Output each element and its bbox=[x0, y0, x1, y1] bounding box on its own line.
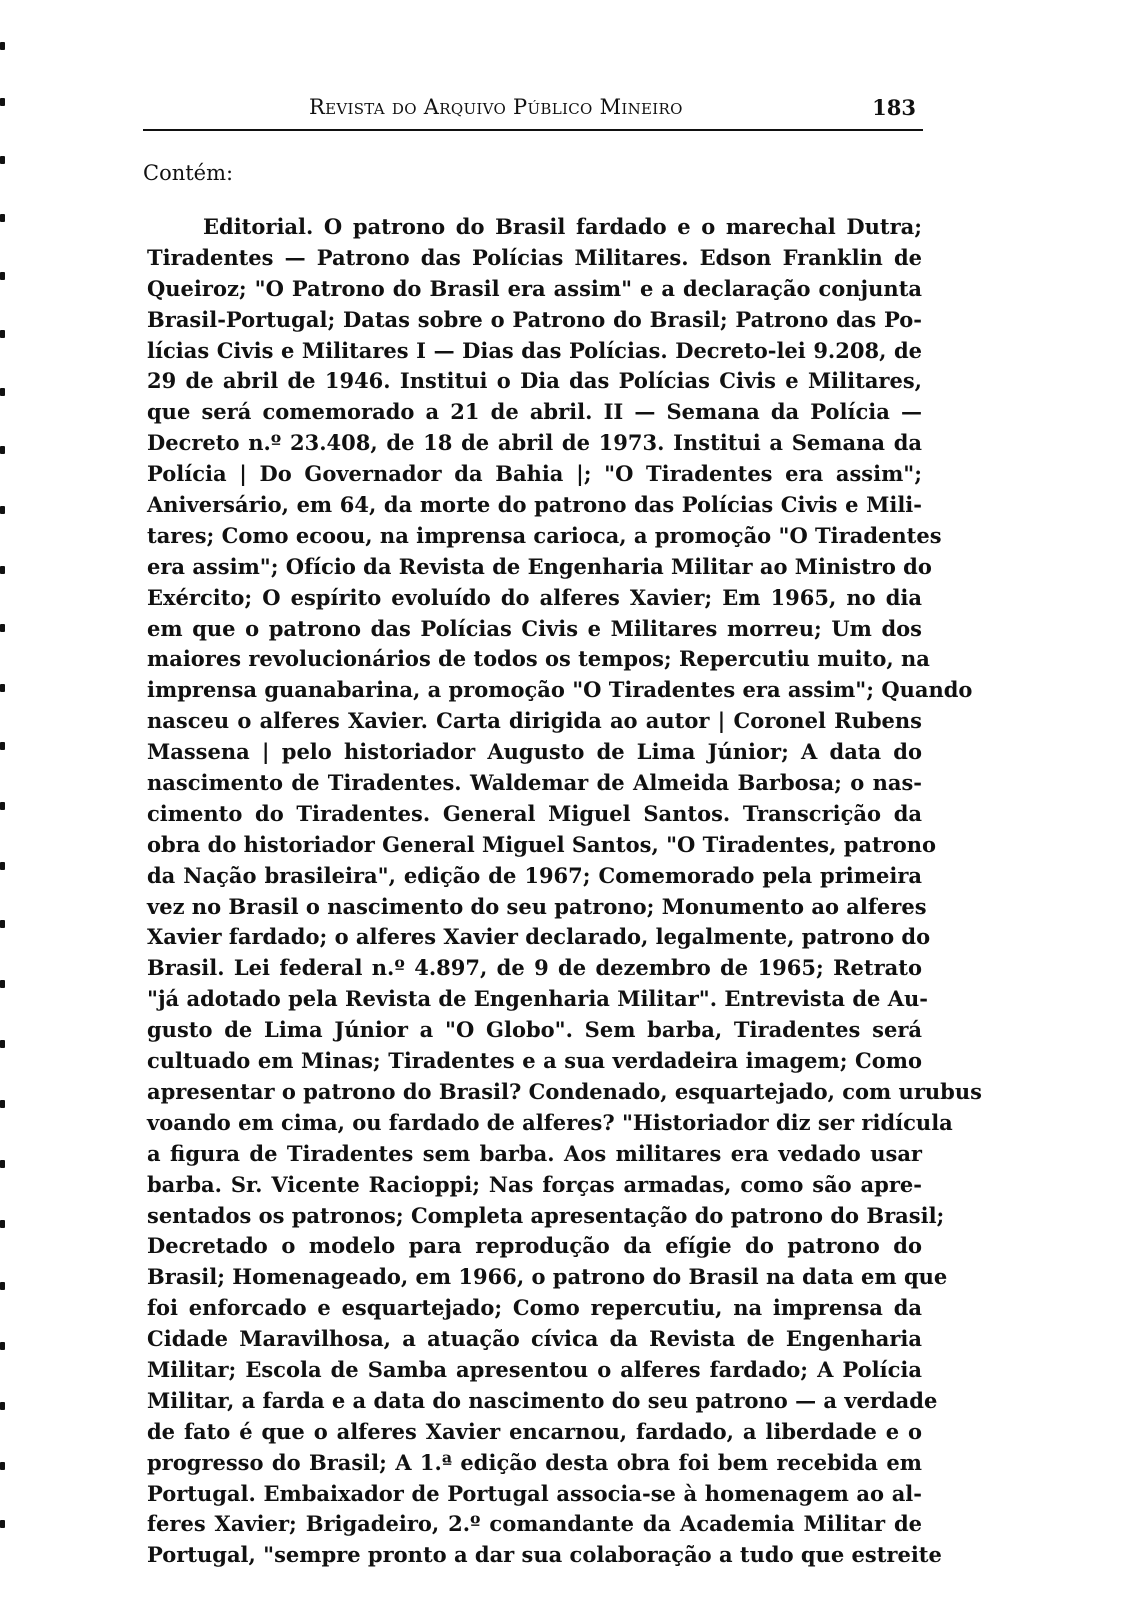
binding-mark bbox=[0, 566, 5, 574]
text-line: Portugal. Embaixador de Portugal associa-se à homenagem ao al- bbox=[147, 1480, 922, 1506]
binding-mark bbox=[0, 330, 5, 338]
text-line: tares; Como ecoou, na imprensa carioca, a promoção "O Tiradentes bbox=[147, 522, 942, 548]
text-line: obra do historiador General Miguel Santos, "O Tiradentes, patrono bbox=[147, 831, 937, 857]
page-number: 183 bbox=[872, 95, 916, 120]
binding-mark bbox=[0, 980, 5, 988]
binding-mark bbox=[0, 1040, 5, 1048]
binding-mark bbox=[0, 624, 5, 632]
binding-mark bbox=[0, 1462, 5, 1470]
text-line: Brasil. Lei federal n.º 4.897, de 9 de dezembro de 1965; Retrato bbox=[147, 955, 922, 981]
text-line: em que o patrono das Polícias Civis e Militares morreu; Um dos bbox=[147, 615, 922, 641]
binding-mark bbox=[0, 1520, 5, 1528]
binding-mark bbox=[0, 1100, 5, 1108]
text-line: voando em cima, ou fardado de alferes? "Historiador diz ser ridícula bbox=[147, 1109, 953, 1135]
text-line: gusto de Lima Júnior a "O Globo". Sem barba, Tiradentes será bbox=[147, 1017, 922, 1043]
text-line: Queiroz; "O Patrono do Brasil era assim" e a declaração conjunta bbox=[147, 275, 922, 301]
text-line: imprensa guanabarina, a promoção "O Tiradentes era assim"; Quando bbox=[147, 677, 973, 703]
binding-mark bbox=[0, 684, 5, 692]
contents-paragraph bbox=[147, 212, 982, 1571]
binding-mark bbox=[0, 742, 5, 750]
text-line: Polícia | Do Governador da Bahia |; "O Tiradentes era assim"; bbox=[147, 461, 922, 487]
binding-mark bbox=[0, 1220, 5, 1228]
text-line: Xavier fardado; o alferes Xavier declarado, legalmente, patrono do bbox=[147, 924, 931, 950]
binding-mark bbox=[0, 920, 5, 928]
binding-mark bbox=[0, 1402, 5, 1410]
text-line: lícias Civis e Militares I — Dias das Polícias. Decreto-lei 9.208, de bbox=[147, 337, 922, 363]
text-line: apresentar o patrono do Brasil? Condenado, esquartejado, com urubus bbox=[147, 1078, 982, 1104]
text-line: Aniversário, em 64, da morte do patrono das Polícias Civis e Mili- bbox=[147, 492, 922, 518]
binding-mark bbox=[0, 1160, 5, 1168]
text-line: "já adotado pela Revista de Engenharia Militar". Entrevista de Au- bbox=[147, 986, 928, 1012]
text-line: Decreto n.º 23.408, de 18 de abril de 1973. Institui a Semana da bbox=[147, 430, 922, 456]
text-line: da Nação brasileira", edição de 1967; Comemorado pela primeira bbox=[147, 862, 922, 888]
text-line: Editorial. O patrono do Brasil fardado e o marechal Dutra; bbox=[203, 214, 922, 239]
binding-mark bbox=[0, 388, 5, 396]
text-line: cimento do Tiradentes. General Miguel Santos. Transcrição da bbox=[147, 800, 922, 826]
text-line: Massena | pelo historiador Augusto de Lima Júnior; A data do bbox=[147, 739, 922, 765]
binding-mark bbox=[0, 1342, 5, 1350]
text-line: que será comemorado a 21 de abril. II — Semana da Polícia — bbox=[147, 399, 922, 425]
text-line: progresso do Brasil; A 1.ª edição desta obra foi bem recebida em bbox=[147, 1449, 922, 1475]
text-line: vez no Brasil o nascimento do seu patrono; Monumento ao alferes bbox=[147, 893, 927, 919]
text-line: maiores revolucionários de todos os tempos; Repercutiu muito, na bbox=[147, 646, 930, 672]
text-line: Militar, a farda e a data do nascimento do seu patrono — a verdade bbox=[147, 1387, 938, 1413]
text-line: Brasil; Homenageado, em 1966, o patrono do Brasil na data em que bbox=[147, 1264, 948, 1290]
text-line: Exército; O espírito evoluído do alferes Xavier; Em 1965, no dia bbox=[147, 584, 922, 610]
text-line: foi enforcado e esquartejado; Como repercutiu, na imprensa da bbox=[147, 1295, 922, 1321]
running-header bbox=[143, 95, 923, 131]
text-line: Decretado o modelo para reprodução da efígie do patrono do bbox=[147, 1233, 922, 1259]
text-line: nascimento de Tiradentes. Waldemar de Almeida Barbosa; o nas- bbox=[147, 770, 922, 796]
binding-mark bbox=[0, 1282, 5, 1290]
binding-mark bbox=[0, 98, 5, 106]
text-line: Cidade Maravilhosa, a atuação cívica da Revista de Engenharia bbox=[147, 1326, 922, 1352]
text-line: Militar; Escola de Samba apresentou o alferes fardado; A Polícia bbox=[147, 1356, 922, 1382]
binding-mark bbox=[0, 42, 5, 50]
binding-mark bbox=[0, 214, 5, 222]
binding-mark bbox=[0, 156, 5, 164]
text-line: cultuado em Minas; Tiradentes e a sua verdadeira imagem; Como bbox=[147, 1048, 922, 1074]
binding-mark bbox=[0, 272, 5, 280]
text-line: sentados os patronos; Completa apresentação do patrono do Brasil; bbox=[147, 1202, 945, 1228]
text-line: de fato é que o alferes Xavier encarnou, fardado, a liberdade e o bbox=[147, 1418, 922, 1444]
binding-edge-marks bbox=[0, 0, 12, 1601]
binding-mark bbox=[0, 802, 5, 810]
binding-mark bbox=[0, 506, 5, 514]
binding-mark bbox=[0, 446, 5, 454]
running-title: Revista do Arquivo Público Mineiro bbox=[309, 95, 683, 119]
text-line: feres Xavier; Brigadeiro, 2.º comandante da Academia Militar de bbox=[147, 1511, 922, 1537]
text-line: era assim"; Ofício da Revista de Engenharia Militar ao Ministro do bbox=[147, 553, 932, 579]
text-line: a figura de Tiradentes sem barba. Aos militares era vedado usar bbox=[147, 1140, 922, 1166]
contents-label: Contém: bbox=[143, 161, 234, 185]
text-line: 29 de abril de 1946. Institui o Dia das Polícias Civis e Militares, bbox=[147, 368, 922, 394]
text-line: Tiradentes — Patrono das Polícias Militares. Edson Franklin de bbox=[147, 244, 922, 270]
binding-mark bbox=[0, 862, 5, 870]
text-line: Portugal, "sempre pronto a dar sua colaboração a tudo que estreite bbox=[147, 1542, 942, 1568]
text-line: Brasil-Portugal; Datas sobre o Patrono do Brasil; Patrono das Po- bbox=[147, 306, 922, 332]
text-line: barba. Sr. Vicente Racioppi; Nas forças armadas, como são apre- bbox=[147, 1171, 922, 1197]
text-line: nasceu o alferes Xavier. Carta dirigida ao autor | Coronel Rubens bbox=[147, 708, 922, 734]
